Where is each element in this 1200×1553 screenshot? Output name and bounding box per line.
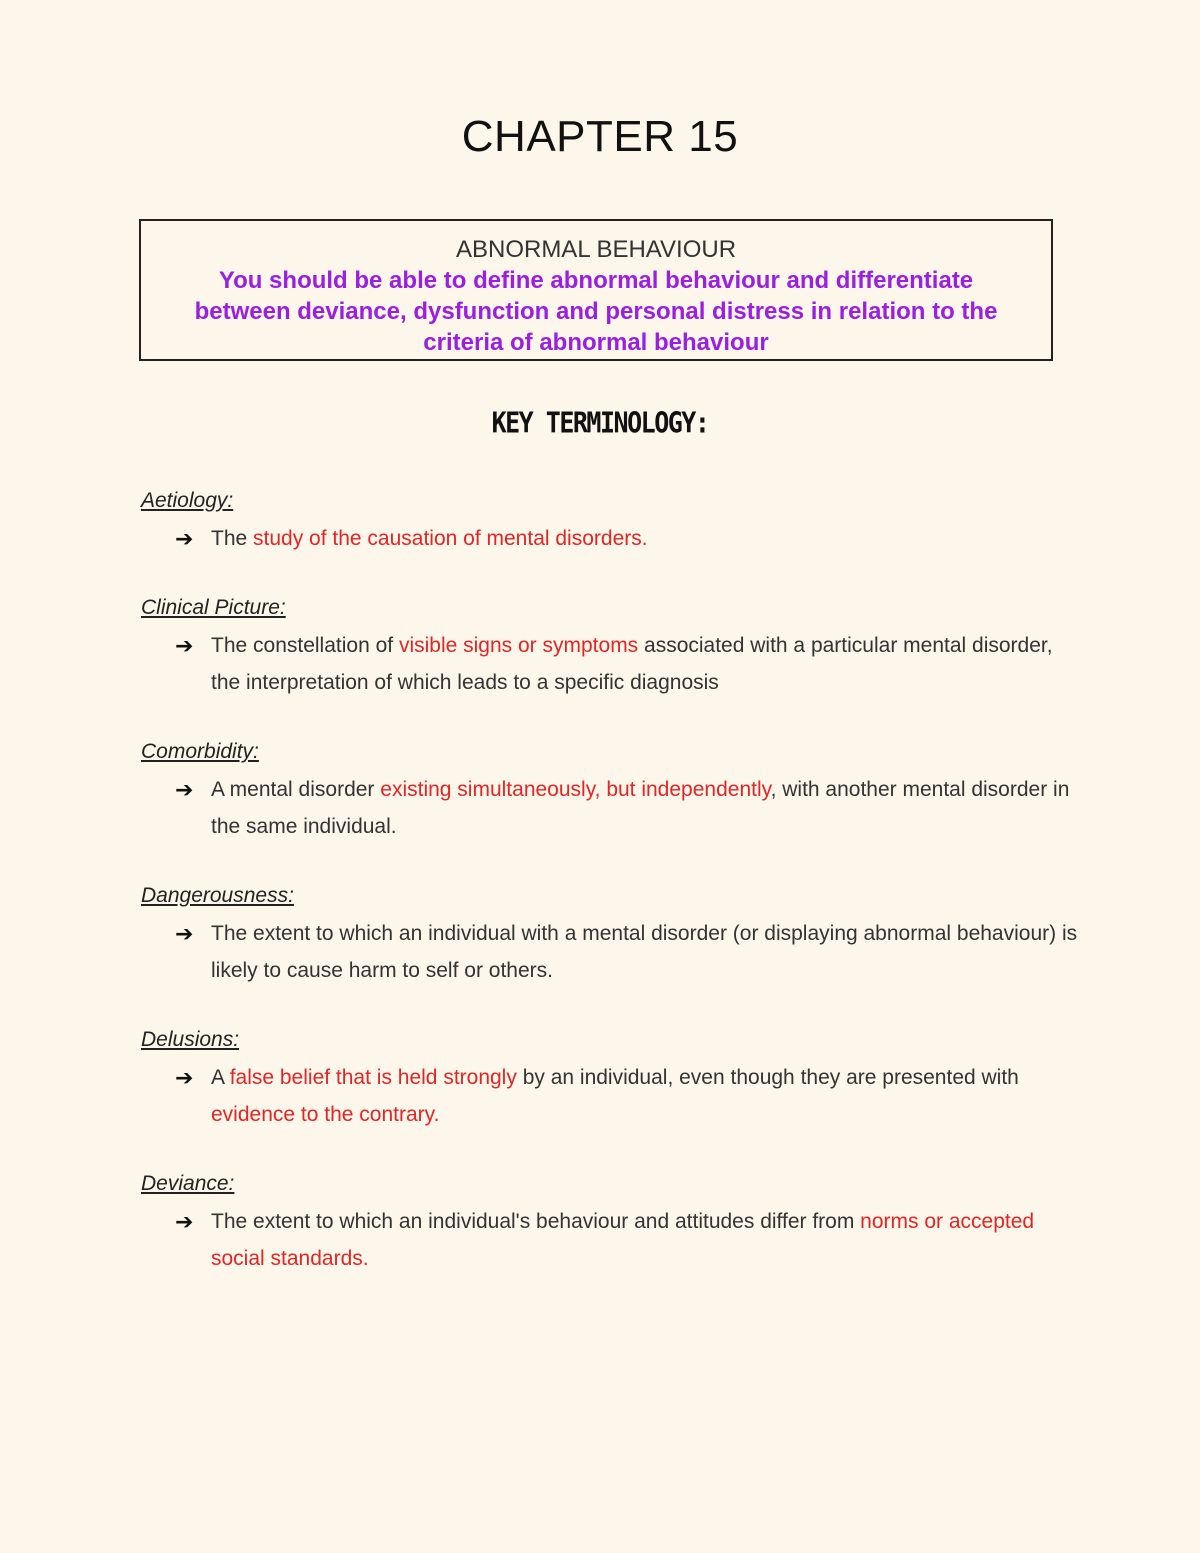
learning-objective-box [139, 219, 1053, 361]
term-definition [141, 1059, 1081, 1133]
definition-text: The constellation of [211, 634, 399, 657]
term-name: Aetiology: [141, 489, 234, 512]
term-entry [141, 737, 1081, 845]
definition-text: associated with a particular mental disorder, the interpretation of which leads to a specific diagnosis [211, 634, 1053, 694]
highlighted-text: visible signs or symptoms [398, 634, 639, 657]
definition-text: A mental disorder [211, 778, 381, 801]
term-name: Dangerousness: [141, 884, 294, 907]
definition-text: The extent to which an individual's behaviour and attitudes differ from [211, 1210, 861, 1233]
arrow-icon: ➔ [175, 526, 194, 551]
term-entry [141, 1169, 1081, 1277]
term-definition [141, 771, 1081, 845]
arrow-icon: ➔ [175, 1065, 194, 1090]
highlighted-text: norms or accepted social standards. [211, 1210, 1035, 1270]
chapter-title: CHAPTER 15 [461, 112, 739, 161]
term-entry [141, 881, 1081, 989]
term-definition [141, 520, 1081, 557]
term-name: Delusions: [141, 1028, 240, 1051]
highlighted-text: false belief that is held strongly [229, 1066, 517, 1089]
term-definition [141, 1203, 1081, 1277]
highlighted-text: study of the causation of mental disorders. [253, 527, 648, 550]
highlighted-text: existing simultaneously, but independently [380, 778, 771, 801]
objective-heading: ABNORMAL BEHAVIOUR [455, 236, 737, 263]
arrow-icon: ➔ [175, 921, 194, 946]
term-entry [141, 1025, 1081, 1133]
arrow-icon: ➔ [175, 777, 194, 802]
terminology-list [141, 486, 1081, 1313]
arrow-icon: ➔ [175, 633, 194, 658]
key-terminology-heading: KEY TERMINOLOGY: [491, 405, 709, 440]
definition-text: The [211, 527, 254, 550]
objective-text: You should be able to define abnormal behaviour and differentiate between deviance, dysfunction and personal distress in relation to the criteria of abnormal behaviour [194, 267, 998, 356]
arrow-icon: ➔ [175, 1209, 194, 1234]
term-name: Deviance: [141, 1172, 235, 1195]
term-name: Clinical Picture: [141, 596, 286, 619]
term-entry [141, 593, 1081, 701]
term-definition [141, 627, 1081, 701]
definition-text: A [211, 1066, 230, 1089]
definition-text: , with another mental disorder in the same individual. [211, 778, 1070, 838]
term-name: Comorbidity: [141, 740, 259, 763]
term-definition [141, 915, 1081, 989]
definition-text: by an individual, even though they are presented with [516, 1066, 1019, 1089]
definition-text: The extent to which an individual with a mental disorder (or displaying abnormal behaviour) is likely to cause harm to self or others. [211, 922, 1078, 982]
highlighted-text: evidence to the contrary. [211, 1103, 440, 1126]
term-entry [141, 486, 1081, 557]
